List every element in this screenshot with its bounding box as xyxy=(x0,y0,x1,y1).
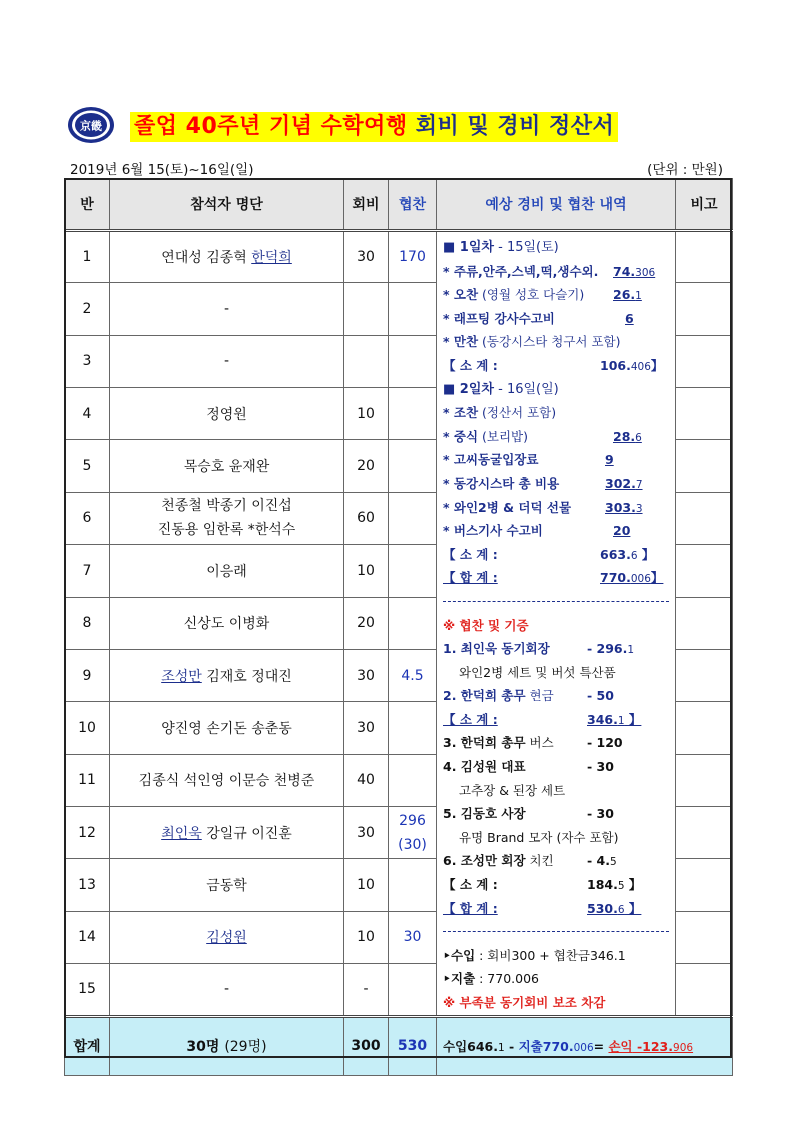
row-note xyxy=(676,283,733,335)
row-names: 연대성 김종혁 한덕희 xyxy=(110,231,344,283)
name-link[interactable]: 김성원 xyxy=(206,930,247,947)
detail-item: * 만찬 (동강시스타 청구서 포함) xyxy=(443,334,621,350)
row-names: - xyxy=(110,283,344,335)
row-note xyxy=(676,597,733,649)
detail-item: * 고씨동굴입장료 9 xyxy=(443,452,614,468)
row-fee: 10 xyxy=(344,545,389,597)
detail-cell xyxy=(437,231,676,1017)
total-count: 30명 (29명) xyxy=(110,1016,344,1075)
row-fee: 20 xyxy=(344,440,389,492)
sponsor-item: 3. 한덕희 총무 버스 - 120 xyxy=(443,735,623,751)
row-ban: 13 xyxy=(65,859,110,911)
expense-line: ‣지출 : 770.006 xyxy=(443,971,539,987)
row-sponsor xyxy=(389,388,437,440)
row-note xyxy=(676,806,733,858)
row-note xyxy=(676,964,733,1017)
row-names: 김종식 석인영 이문승 천병준 xyxy=(110,754,344,806)
detail-item: * 와인2병 & 더덕 선물 303.3 xyxy=(443,499,643,515)
detail-item: * 동강시스타 총 비용 302.7 xyxy=(443,475,643,491)
row-sponsor xyxy=(389,597,437,649)
table-header-row xyxy=(65,179,733,231)
col-header-ban: 반 xyxy=(65,179,110,231)
total-label: 합계 xyxy=(65,1016,110,1075)
row-ban: 4 xyxy=(65,388,110,440)
row-names: 조성만 김재호 정대진 xyxy=(110,649,344,701)
row-ban: 12 xyxy=(65,806,110,858)
row-ban: 11 xyxy=(65,754,110,806)
detail-day2-heading: ■ 2일차 - 16일(일) xyxy=(443,381,559,397)
row-note xyxy=(676,754,733,806)
sponsor-note: 유명 Brand 모자 (자수 포함) xyxy=(459,829,619,845)
sponsor-item: 2. 한덕희 총무 현금 - 50 xyxy=(443,688,614,704)
dashed-divider xyxy=(437,920,675,944)
total-sponsor: 530 xyxy=(389,1016,437,1075)
row-note xyxy=(676,911,733,963)
income-line: ‣수입 : 회비300 + 협찬금346.1 xyxy=(443,947,626,963)
detail-item: * 중식 (보리밥) 28.6 xyxy=(443,428,642,444)
row-sponsor: 296 (30) xyxy=(389,806,437,858)
col-header-names: 참석자 명단 xyxy=(110,179,344,231)
row-ban: 15 xyxy=(65,964,110,1017)
row-ban: 7 xyxy=(65,545,110,597)
row-names: - xyxy=(110,964,344,1017)
row-ban: 10 xyxy=(65,702,110,754)
row-names: 이응래 xyxy=(110,545,344,597)
sponsor-item: 5. 김동호 사장 - 30 xyxy=(443,806,614,822)
detail-subtotal: 【 소 계 : 663.6 】 xyxy=(443,546,655,562)
row-names: 목승호 윤재완 xyxy=(110,440,344,492)
row-sponsor xyxy=(389,545,437,597)
row-fee: 30 xyxy=(344,649,389,701)
school-logo xyxy=(66,105,116,145)
sponsor-item: 4. 김성원 대표 - 30 xyxy=(443,759,614,775)
row-ban: 14 xyxy=(65,911,110,963)
document-title xyxy=(130,112,618,142)
detail-item: * 주류,안주,스넥,떡,생수외. 74.306 xyxy=(443,263,656,279)
deficit-note: ※ 부족분 동기회비 보조 차감 xyxy=(443,995,606,1010)
row-names xyxy=(110,911,344,963)
row-names: 양진영 손기돈 송춘동 xyxy=(110,702,344,754)
sponsor-total: 【 합 계 : 530.6 】 xyxy=(443,900,642,916)
row-fee xyxy=(344,283,389,335)
unit-label: (단위 : 만원) xyxy=(647,162,723,178)
sponsor-item: 6. 조성만 회장 치킨 - 4.5 xyxy=(443,853,617,869)
row-note xyxy=(676,649,733,701)
row-fee: 30 xyxy=(344,231,389,283)
row-names: 정영원 xyxy=(110,388,344,440)
row-ban: 3 xyxy=(65,335,110,387)
row-note xyxy=(676,335,733,387)
detail-item: * 버스기사 수고비 20 xyxy=(443,523,631,539)
col-header-detail: 예상 경비 및 협찬 내역 xyxy=(437,179,676,231)
row-sponsor xyxy=(389,702,437,754)
row-ban: 8 xyxy=(65,597,110,649)
name-link[interactable]: 최인욱 xyxy=(161,825,202,842)
row-fee: - xyxy=(344,964,389,1017)
sponsor-note: 고추장 & 된장 세트 xyxy=(459,782,566,798)
total-fee: 300 xyxy=(344,1016,389,1075)
row-fee: 20 xyxy=(344,597,389,649)
total-row xyxy=(65,1016,733,1075)
row-note xyxy=(676,231,733,283)
col-header-sponsor: 협찬 xyxy=(389,179,437,231)
row-note xyxy=(676,702,733,754)
row-sponsor xyxy=(389,492,437,544)
trip-date: 2019년 6월 15(토)~16일(일) xyxy=(70,162,254,178)
detail-day1-heading: ■ 1일차 - 15일(토) xyxy=(443,240,559,255)
col-header-fee: 회비 xyxy=(344,179,389,231)
row-fee: 30 xyxy=(344,702,389,754)
title-sub: 회비 및 경비 정산서 xyxy=(415,114,615,139)
svg-text:京畿: 京畿 xyxy=(80,119,102,133)
detail-subtotal: 【 소 계 : 106.406】 xyxy=(443,357,664,373)
row-names: 천종철 박종기 이진섭 진동용 임한록 *한석수 xyxy=(110,492,344,544)
total-balance: 수입646.1 - 지출770.006= 손익 -123.906 xyxy=(437,1016,733,1075)
row-names: 최인욱 강일규 이진훈 xyxy=(110,806,344,858)
detail-item: * 오찬 (영월 성호 다슬기) 26.1 xyxy=(443,287,642,303)
sponsor-note: 와인2병 세트 및 버섯 특산품 xyxy=(459,664,616,680)
row-fee: 10 xyxy=(344,911,389,963)
row-sponsor xyxy=(389,335,437,387)
row-note xyxy=(676,388,733,440)
row-sponsor xyxy=(389,440,437,492)
row-fee: 10 xyxy=(344,388,389,440)
title-main: 졸업 40주년 기념 수학여행 xyxy=(134,114,408,139)
row-names: 금동학 xyxy=(110,859,344,911)
detail-total: 【 합 계 : 770.006】 xyxy=(443,570,664,586)
row-fee: 30 xyxy=(344,806,389,858)
row-ban: 6 xyxy=(65,492,110,544)
row-ban: 2 xyxy=(65,283,110,335)
row-fee: 60 xyxy=(344,492,389,544)
name-link[interactable]: 한덕희 xyxy=(251,250,292,267)
row-fee xyxy=(344,335,389,387)
detail-item: * 래프팅 강사수고비 6 xyxy=(443,310,634,326)
row-note xyxy=(676,545,733,597)
sponsor-heading: ※ 협찬 및 기증 xyxy=(443,617,529,633)
row-sponsor xyxy=(389,754,437,806)
sponsor-subtotal: 【 소 계 : 346.1 】 xyxy=(443,711,642,727)
sponsor-item: 1. 최인욱 동기회장 - 296.1 xyxy=(443,641,635,657)
row-fee: 40 xyxy=(344,754,389,806)
dashed-divider xyxy=(437,590,675,614)
row-note xyxy=(676,492,733,544)
table-row xyxy=(65,231,733,283)
row-note xyxy=(676,859,733,911)
row-sponsor: 30 xyxy=(389,911,437,963)
row-names: 신상도 이병화 xyxy=(110,597,344,649)
row-ban: 5 xyxy=(65,440,110,492)
row-sponsor xyxy=(389,283,437,335)
name-link[interactable]: 조성만 xyxy=(161,668,202,685)
row-sponsor: 170 xyxy=(389,231,437,283)
row-fee: 10 xyxy=(344,859,389,911)
row-sponsor xyxy=(389,859,437,911)
row-names: - xyxy=(110,335,344,387)
col-header-note: 비고 xyxy=(676,179,733,231)
settlement-table xyxy=(64,178,733,1076)
row-ban: 9 xyxy=(65,649,110,701)
detail-item: * 조찬 (정산서 포함) xyxy=(443,405,557,421)
row-sponsor: 4.5 xyxy=(389,649,437,701)
row-note xyxy=(676,440,733,492)
row-sponsor xyxy=(389,964,437,1017)
sponsor-subtotal: 【 소 계 : 184.5 】 xyxy=(443,877,642,893)
row-ban: 1 xyxy=(65,231,110,283)
